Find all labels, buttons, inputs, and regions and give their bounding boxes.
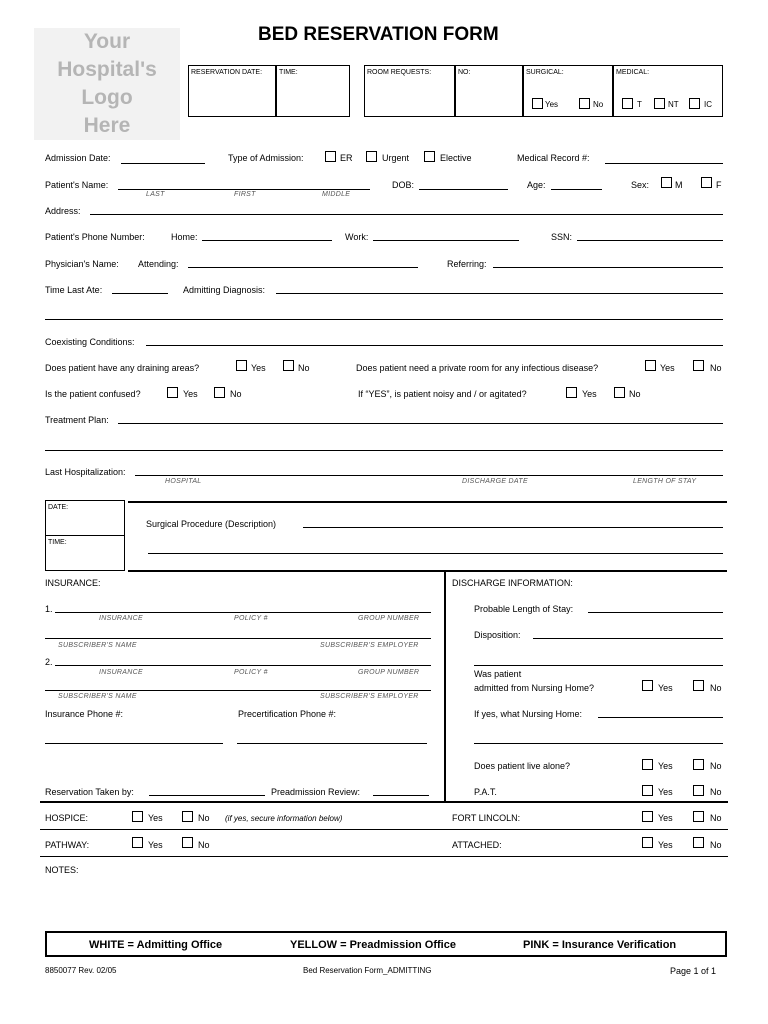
attached-yes-label: Yes bbox=[658, 840, 673, 850]
live-alone-question: Does patient live alone? bbox=[474, 761, 571, 771]
time-last-ate-field[interactable] bbox=[112, 293, 168, 294]
admitted-from-nursing-home-label: admitted from Nursing Home? bbox=[474, 683, 595, 693]
age-field[interactable] bbox=[551, 189, 602, 190]
confused-no-checkbox[interactable] bbox=[214, 387, 225, 398]
insurance-2-field[interactable] bbox=[55, 665, 431, 666]
medical-ic-checkbox[interactable] bbox=[689, 98, 700, 109]
elective-label: Elective bbox=[440, 153, 472, 163]
pathway-yes-label: Yes bbox=[148, 840, 163, 850]
reservation-taken-label: Reservation Taken by: bbox=[45, 787, 134, 797]
sex-m-checkbox[interactable] bbox=[661, 177, 672, 188]
draining-yes-checkbox[interactable] bbox=[236, 360, 247, 371]
pat-yes-label: Yes bbox=[658, 787, 673, 797]
insurance-1-number: 1. bbox=[45, 604, 53, 614]
form-title: BED RESERVATION FORM bbox=[258, 24, 499, 45]
surgery-time-label: TIME: bbox=[48, 539, 67, 546]
insurance-phone-field[interactable] bbox=[45, 743, 223, 744]
fort-lincoln-yes-label: Yes bbox=[658, 813, 673, 823]
preadmission-review-field[interactable] bbox=[373, 795, 429, 796]
draining-no-label: No bbox=[298, 363, 310, 373]
logo-line-4: Here bbox=[83, 114, 131, 137]
home-phone-label: Home: bbox=[171, 232, 198, 242]
nursing-home-no-label: No bbox=[710, 683, 722, 693]
ssn-field[interactable] bbox=[577, 240, 723, 241]
legend-yellow: YELLOW = Preadmission Office bbox=[290, 939, 456, 951]
room-requests-label: ROOM REQUESTS: bbox=[367, 69, 432, 76]
attached-label: ATTACHED: bbox=[452, 840, 502, 850]
insurance-1-sublabel: INSURANCE bbox=[99, 615, 143, 622]
legend-white: WHITE = Admitting Office bbox=[89, 939, 223, 951]
live-alone-yes-label: Yes bbox=[658, 761, 673, 771]
room-no-box[interactable] bbox=[455, 65, 523, 117]
private-room-no-checkbox[interactable] bbox=[693, 360, 704, 371]
notes-area[interactable] bbox=[45, 878, 723, 926]
insurance-phone-label: Insurance Phone #: bbox=[45, 709, 124, 719]
subscriber-employer-2-sublabel: SUBSCRIBER'S EMPLOYER bbox=[320, 693, 419, 700]
length-of-stay-sublabel: LENGTH OF STAY bbox=[633, 478, 697, 485]
fort-lincoln-no-label: No bbox=[710, 813, 722, 823]
medical-nt-checkbox[interactable] bbox=[654, 98, 665, 109]
medical-ic-label: IC bbox=[704, 100, 712, 109]
logo-line-2: Hospital's bbox=[57, 58, 157, 81]
confused-question: Is the patient confused? bbox=[45, 389, 141, 399]
surgical-bottom-rule bbox=[128, 570, 727, 572]
noisy-question: If “YES”, is patient noisy and / or agitated? bbox=[358, 389, 527, 399]
secure-info-note: (if yes, secure information below) bbox=[225, 814, 343, 823]
nursing-home-no-checkbox[interactable] bbox=[693, 680, 704, 691]
hospice-label: HOSPICE: bbox=[45, 813, 89, 823]
surgical-procedure-field[interactable] bbox=[303, 527, 723, 528]
subscriber-2-field[interactable] bbox=[45, 690, 431, 691]
medical-record-field[interactable] bbox=[605, 163, 723, 164]
sex-f-checkbox[interactable] bbox=[701, 177, 712, 188]
noisy-no-checkbox[interactable] bbox=[614, 387, 625, 398]
er-label: ER bbox=[340, 153, 353, 163]
disposition-field-2[interactable] bbox=[474, 665, 723, 666]
medical-box bbox=[613, 65, 723, 117]
which-nursing-home-label: If yes, what Nursing Home: bbox=[474, 709, 583, 719]
medical-t-label: T bbox=[637, 100, 642, 109]
last-hospitalization-label: Last Hospitalization: bbox=[45, 467, 126, 477]
pathway-label: PATHWAY: bbox=[45, 840, 90, 850]
live-alone-no-label: No bbox=[710, 761, 722, 771]
subscriber-1-field[interactable] bbox=[45, 638, 431, 639]
attending-field[interactable] bbox=[188, 267, 418, 268]
pathway-yes-checkbox[interactable] bbox=[132, 837, 143, 848]
discharge-date-sublabel: DISCHARGE DATE bbox=[462, 478, 528, 485]
pat-no-label: No bbox=[710, 787, 722, 797]
which-nursing-home-field-2[interactable] bbox=[474, 743, 723, 744]
bottom-section-rule bbox=[40, 801, 728, 803]
admission-date-label: Admission Date: bbox=[45, 153, 111, 163]
reservation-taken-field[interactable] bbox=[149, 795, 265, 796]
nursing-home-yes-checkbox[interactable] bbox=[642, 680, 653, 691]
private-room-no-label: No bbox=[710, 363, 722, 373]
private-room-yes-checkbox[interactable] bbox=[645, 360, 656, 371]
live-alone-yes-checkbox[interactable] bbox=[642, 759, 653, 770]
coexisting-conditions-field[interactable] bbox=[146, 345, 723, 346]
hospice-no-checkbox[interactable] bbox=[182, 811, 193, 822]
admitting-diagnosis-label: Admitting Diagnosis: bbox=[183, 285, 266, 295]
dob-field[interactable] bbox=[419, 189, 508, 190]
age-label: Age: bbox=[527, 180, 546, 190]
draining-areas-question: Does patient have any draining areas? bbox=[45, 363, 200, 373]
private-room-question: Does patient need a private room for any infectious disease? bbox=[356, 363, 599, 373]
patient-name-field[interactable] bbox=[118, 189, 370, 190]
noisy-no-label: No bbox=[629, 389, 641, 399]
surgery-date-label: DATE: bbox=[48, 504, 69, 511]
precert-phone-field[interactable] bbox=[237, 743, 427, 744]
attached-no-checkbox[interactable] bbox=[693, 837, 704, 848]
urgent-label: Urgent bbox=[382, 153, 410, 163]
confused-yes-checkbox[interactable] bbox=[167, 387, 178, 398]
physician-name-label: Physician's Name: bbox=[45, 259, 119, 269]
address-field[interactable] bbox=[90, 214, 723, 215]
policy-1-sublabel: POLICY # bbox=[234, 615, 268, 622]
medical-label: MEDICAL: bbox=[616, 69, 650, 76]
column-divider bbox=[444, 572, 446, 801]
pathway-no-label: No bbox=[198, 840, 210, 850]
work-phone-field[interactable] bbox=[373, 240, 519, 241]
notes-label: NOTES: bbox=[45, 865, 79, 875]
medical-t-checkbox[interactable] bbox=[622, 98, 633, 109]
room-no-label: NO: bbox=[458, 69, 471, 76]
last-sublabel: LAST bbox=[146, 191, 165, 198]
elective-checkbox[interactable] bbox=[424, 151, 435, 162]
time-last-ate-label: Time Last Ate: bbox=[45, 285, 103, 295]
surgical-top-rule bbox=[128, 501, 727, 503]
insurance-1-field[interactable] bbox=[55, 612, 431, 613]
group-1-sublabel: GROUP NUMBER bbox=[358, 615, 420, 622]
room-requests-box[interactable] bbox=[364, 65, 455, 117]
last-hospitalization-field[interactable] bbox=[135, 475, 723, 476]
live-alone-no-checkbox[interactable] bbox=[693, 759, 704, 770]
pat-label: P.A.T. bbox=[474, 787, 497, 797]
hospice-divider bbox=[40, 829, 728, 830]
pat-no-checkbox[interactable] bbox=[693, 785, 704, 796]
coexisting-conditions-label: Coexisting Conditions: bbox=[45, 337, 135, 347]
reservation-date-box[interactable] bbox=[188, 65, 276, 117]
surgical-no-checkbox[interactable] bbox=[579, 98, 590, 109]
medical-nt-label: NT bbox=[668, 100, 679, 109]
surgery-date-box[interactable] bbox=[45, 500, 125, 536]
hospice-yes-checkbox[interactable] bbox=[132, 811, 143, 822]
private-room-yes-label: Yes bbox=[660, 363, 675, 373]
address-label: Address: bbox=[45, 206, 81, 216]
confused-no-label: No bbox=[230, 389, 242, 399]
fort-lincoln-yes-checkbox[interactable] bbox=[642, 811, 653, 822]
surgical-box bbox=[523, 65, 613, 117]
hospital-sublabel: HOSPITAL bbox=[165, 478, 202, 485]
insurance-2-sublabel: INSURANCE bbox=[99, 669, 143, 676]
pat-yes-checkbox[interactable] bbox=[642, 785, 653, 796]
disposition-label: Disposition: bbox=[474, 630, 521, 640]
was-patient-label: Was patient bbox=[474, 669, 522, 679]
sex-label: Sex: bbox=[631, 180, 650, 190]
noisy-yes-label: Yes bbox=[582, 389, 597, 399]
logo-line-1: Your bbox=[83, 30, 131, 53]
insurance-2-number: 2. bbox=[45, 657, 53, 667]
treatment-plan-field[interactable] bbox=[118, 423, 723, 424]
work-phone-label: Work: bbox=[345, 232, 369, 242]
reservation-time-label: TIME: bbox=[279, 69, 298, 76]
nursing-home-yes-label: Yes bbox=[658, 683, 673, 693]
legend-pink: PINK = Insurance Verification bbox=[523, 939, 677, 951]
treatment-plan-field-2[interactable] bbox=[45, 450, 723, 451]
group-2-sublabel: GROUP NUMBER bbox=[358, 669, 420, 676]
copy-distribution-legend bbox=[45, 931, 727, 957]
surgical-procedure-field-2[interactable] bbox=[148, 553, 723, 554]
page-number: Page 1 of 1 bbox=[670, 966, 717, 976]
middle-sublabel: MIDDLE bbox=[322, 191, 351, 198]
which-nursing-home-field[interactable] bbox=[598, 717, 723, 718]
surgery-time-box[interactable] bbox=[45, 535, 125, 571]
admitting-diagnosis-field[interactable] bbox=[276, 293, 723, 294]
logo-line-3: Logo bbox=[81, 86, 133, 109]
treatment-plan-label: Treatment Plan: bbox=[45, 415, 109, 425]
pathway-no-checkbox[interactable] bbox=[182, 837, 193, 848]
medical-record-label: Medical Record #: bbox=[517, 153, 590, 163]
form-name: Bed Reservation Form_ADMITTING bbox=[303, 966, 432, 975]
surgical-procedure-label: Surgical Procedure (Description) bbox=[146, 519, 277, 529]
sex-m-label: M bbox=[675, 180, 683, 190]
draining-no-checkbox[interactable] bbox=[283, 360, 294, 371]
reservation-time-box[interactable] bbox=[276, 65, 350, 117]
subscriber-name-1-sublabel: SUBSCRIBER'S NAME bbox=[58, 642, 137, 649]
surgical-yes-checkbox[interactable] bbox=[532, 98, 543, 109]
urgent-checkbox[interactable] bbox=[366, 151, 377, 162]
surgical-no-label: No bbox=[593, 100, 604, 109]
insurance-heading: INSURANCE: bbox=[45, 578, 101, 588]
hospice-no-label: No bbox=[198, 813, 210, 823]
disposition-field[interactable] bbox=[533, 638, 723, 639]
admission-date-field[interactable] bbox=[121, 163, 205, 164]
surgical-yes-label: Yes bbox=[545, 100, 559, 109]
form-code: 8850077 Rev. 02/05 bbox=[45, 966, 117, 975]
patient-name-label: Patient's Name: bbox=[45, 180, 109, 190]
ssn-label: SSN: bbox=[551, 232, 573, 242]
er-checkbox[interactable] bbox=[325, 151, 336, 162]
discharge-heading: DISCHARGE INFORMATION: bbox=[452, 578, 573, 588]
fort-lincoln-label: FORT LINCOLN: bbox=[452, 813, 521, 823]
draining-yes-label: Yes bbox=[251, 363, 266, 373]
fort-lincoln-no-checkbox[interactable] bbox=[693, 811, 704, 822]
length-of-stay-label: Probable Length of Stay: bbox=[474, 604, 574, 614]
attached-no-label: No bbox=[710, 840, 722, 850]
patient-phone-label: Patient's Phone Number: bbox=[45, 232, 145, 242]
subscriber-name-2-sublabel: SUBSCRIBER'S NAME bbox=[58, 693, 137, 700]
attached-yes-checkbox[interactable] bbox=[642, 837, 653, 848]
sex-f-label: F bbox=[716, 180, 722, 190]
length-of-stay-field[interactable] bbox=[588, 612, 723, 613]
hospital-logo-placeholder bbox=[34, 28, 180, 140]
admitting-diagnosis-field-2[interactable] bbox=[45, 319, 723, 320]
referring-field[interactable] bbox=[493, 267, 723, 268]
type-of-admission-label: Type of Admission: bbox=[228, 153, 304, 163]
preadmission-review-label: Preadmission Review: bbox=[271, 787, 361, 797]
subscriber-employer-1-sublabel: SUBSCRIBER'S EMPLOYER bbox=[320, 642, 419, 649]
dob-label: DOB: bbox=[392, 180, 415, 190]
attending-label: Attending: bbox=[138, 259, 179, 269]
policy-2-sublabel: POLICY # bbox=[234, 669, 268, 676]
first-sublabel: FIRST bbox=[234, 191, 256, 198]
precert-phone-label: Precertification Phone #: bbox=[238, 709, 337, 719]
referring-label: Referring: bbox=[447, 259, 487, 269]
reservation-date-label: RESERVATION DATE: bbox=[191, 69, 263, 76]
hospice-yes-label: Yes bbox=[148, 813, 163, 823]
surgical-label: SURGICAL: bbox=[526, 69, 564, 76]
noisy-yes-checkbox[interactable] bbox=[566, 387, 577, 398]
pathway-divider bbox=[40, 856, 728, 857]
confused-yes-label: Yes bbox=[183, 389, 198, 399]
home-phone-field[interactable] bbox=[202, 240, 332, 241]
